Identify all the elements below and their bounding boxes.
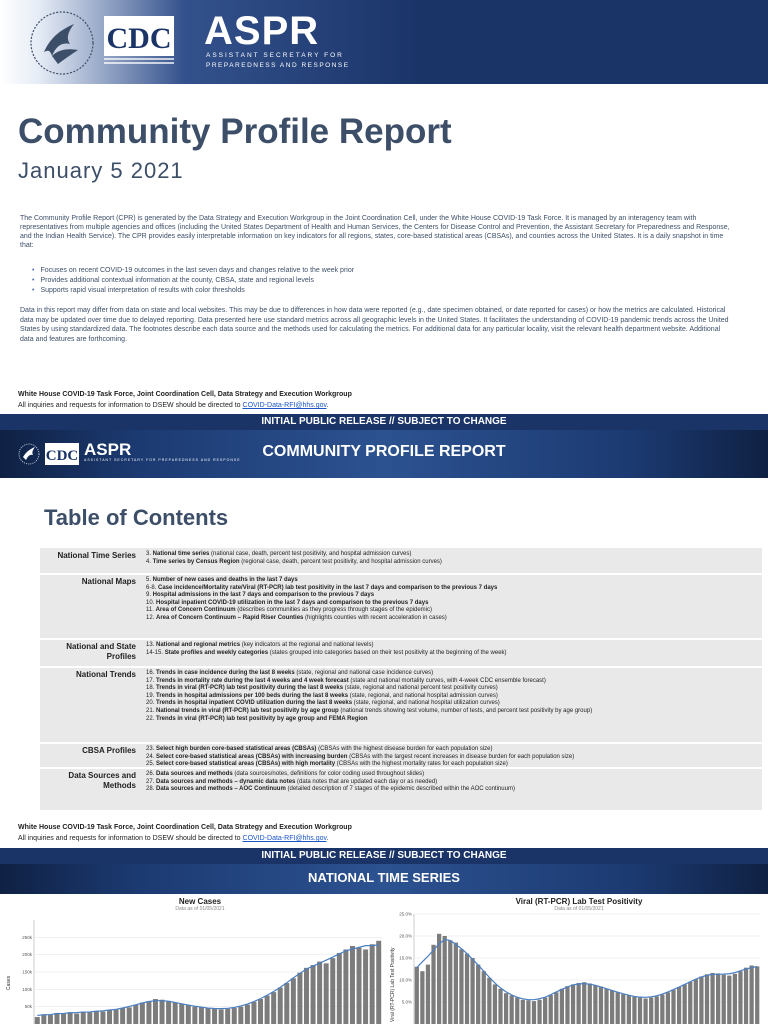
y-tick-label: 5.0% (401, 999, 412, 1005)
chart-bar (459, 949, 463, 1024)
toc-item[interactable]: 28. Data sources and methods – AOC Continuum (detailed description of 7 stages of the epidemic described within the AOC continuum) (146, 786, 515, 793)
chart-bar (271, 992, 276, 1024)
toc-item[interactable]: 4. Time series by Census Region (regional case, death, percent test positivity, and hospital admission curves) (146, 558, 442, 565)
chart-bar (610, 991, 614, 1024)
chart-bar (297, 973, 302, 1024)
chart-bar (225, 1009, 230, 1024)
chart-bar (140, 1003, 145, 1024)
bullet-item: • Provides additional contextual information at the county, CBSA, state and regional levels (32, 276, 354, 286)
chart-bar (420, 971, 424, 1024)
bullet-item: • Focuses on recent COVID-19 outcomes in the last seven days and changes relative to the week prior (32, 266, 354, 276)
chart-bar (343, 949, 348, 1024)
chart-bar (173, 1003, 178, 1024)
y-tick-label: 15.0% (399, 955, 412, 961)
toc-section-items (146, 577, 760, 623)
toc-item[interactable]: 21. National trends in viral (RT-PCR) lab test positivity by age group (national trends showing test volume, number of tests, and percent test positivity by age group) (146, 707, 593, 714)
chart-bar (415, 967, 419, 1024)
chart-bar (363, 949, 368, 1024)
release-banner: INITIAL PUBLIC RELEASE // SUBJECT TO CHANGE (0, 848, 768, 864)
bullet-item: • Supports rapid visual interpretation of results with color thresholds (32, 286, 354, 296)
chart-bar (638, 998, 642, 1024)
chart-bar (683, 984, 687, 1024)
toc-item[interactable]: 26. Data sources and methods (data sources/notes, definitions for color coding used throughout slides) (146, 771, 425, 777)
chart-bar (265, 996, 270, 1024)
chart-bar (688, 982, 692, 1024)
toc-section-items (146, 746, 760, 769)
y-axis-label: Cases (6, 975, 12, 990)
chart-bar (710, 973, 714, 1024)
report-title: Community Profile Report (18, 112, 452, 151)
chart-bar (738, 971, 742, 1024)
chart-bar (604, 989, 608, 1024)
chart-bar (649, 998, 653, 1024)
chart-bar (510, 995, 514, 1024)
chart-bar (166, 1001, 171, 1024)
chart-bar (206, 1008, 211, 1024)
chart-bar (465, 954, 469, 1024)
toc-item[interactable]: 3. National time series (national case, death, percent test positivity, and hospital admission curves) (146, 551, 412, 557)
chart-bar (755, 966, 759, 1024)
chart-bar (127, 1007, 132, 1024)
chart-bar (146, 1001, 151, 1024)
toc-item[interactable]: 19. Trends in hospital admissions per 100 beds during the last 8 weeks (state, regional, and national hospital admission curves) (146, 692, 498, 699)
footer-workgroup: White House COVID-19 Task Force, Joint Coordination Cell, Data Strategy and Execution Workgroup (18, 391, 352, 398)
chart-bar (537, 1000, 541, 1024)
chart-bar (426, 965, 430, 1024)
chart-bar (744, 968, 748, 1024)
toc-item[interactable]: 11. Area of Concern Continuum (describes communities as they progress through stages of the epidemic) (146, 607, 433, 614)
chart-bar (655, 996, 659, 1024)
chart-bar (81, 1012, 86, 1024)
cdc-logo-icon (102, 14, 184, 66)
chart-bar (337, 953, 342, 1024)
y-tick-label: 150k (22, 969, 32, 975)
chart-bar (727, 976, 731, 1024)
test-positivity-chart (390, 912, 768, 1024)
chart-bar (643, 998, 647, 1024)
chart-bar (94, 1011, 99, 1024)
aspr-subtitle-1: ASSISTANT SECRETARY FOR (206, 52, 344, 59)
chart-bar (199, 1007, 204, 1024)
footer-contact: All inquiries and requests for information to DSEW should be directed to COVID-Data-RFI@hhs.gov. (18, 402, 329, 409)
chart-bar (291, 978, 296, 1024)
toc-item[interactable]: 18. Trends in viral (RT-PCR) lab test positivity during the last 8 weeks (state, regional and national percent test positivity curves) (146, 685, 498, 692)
chart-bar (627, 995, 631, 1024)
toc-item[interactable]: 17. Trends in mortality rate during the last 4 weeks and 4 week forecast (state and national mortality curves, with 4-week CDC ensemble forecast) (146, 677, 546, 684)
chart-bar (487, 978, 491, 1024)
chart-bar (54, 1013, 59, 1024)
chart-bar (521, 1000, 525, 1024)
chart-bar (660, 995, 664, 1024)
chart-bar (448, 940, 452, 1024)
contact-email-link[interactable]: COVID-Data-RFI@hhs.gov (242, 402, 327, 409)
chart-bar (722, 975, 726, 1024)
y-axis-label: Viral (RT-PCR) Lab Test Positivity (390, 947, 396, 1022)
hhs-eagle-icon (22, 10, 102, 76)
svg-text:CDC: CDC (45, 448, 79, 464)
toc-item[interactable]: 9. Hospital admissions in the last 7 days and comparison to the previous 7 days (146, 592, 375, 599)
y-tick-label: 200k (22, 952, 32, 958)
page2-title: COMMUNITY PROFILE REPORT (262, 443, 506, 460)
chart-bar (526, 1000, 530, 1024)
toc-item[interactable]: 13. National and regional metrics (key indicators at the regional and national levels) (146, 642, 374, 648)
chart-bar (238, 1007, 243, 1024)
chart-bar (357, 948, 362, 1024)
intro-paragraph: The Community Profile Report (CPR) is generated by the Data Strategy and Execution Workgroup in the Joint Coordination Cell, under the White House COVID-19 Task Force. It is managed by an interagency team with representatives from multiple agencies and offices (including the United States Department of Health and Human Services, the Centers for Disease Control and Prevention, the Assistant Secretary for Preparedness and Response, and the Indian Health Service). The CPR provides easily interpretable information on key indicators for all regions, states, core-based statistical areas (CBSAs), and counties across the United States. It is a daily snapshot in time that: (20, 215, 730, 249)
chart-bar (251, 1002, 256, 1024)
toc-section-label: National and State Profiles (66, 642, 136, 661)
chart-bar (41, 1014, 46, 1024)
chart-bar (245, 1005, 250, 1024)
toc-section-label: National Maps (81, 577, 136, 586)
chart-bar (107, 1010, 112, 1024)
chart-bar (705, 974, 709, 1024)
chart-title: Viral (RT-PCR) Lab Test Positivity (515, 897, 643, 906)
toc-item[interactable]: 5. Number of new cases and deaths in the last 7 days (146, 577, 298, 583)
chart-bar (750, 965, 754, 1024)
toc-item[interactable]: 24. Select core-based statistical areas (CBSAs) with increasing burden (CBSAs with the largest recent increases in disease burden for each population size) (146, 753, 575, 760)
chart-bar (498, 989, 502, 1024)
contact-email-link[interactable]: COVID-Data-RFI@hhs.gov (242, 835, 327, 842)
chart-bar (68, 1012, 73, 1024)
chart-bar (482, 971, 486, 1024)
chart-bar (733, 974, 737, 1024)
toc-item[interactable]: 14-15. State profiles and weekly categories (states grouped into categories based on their test positivity at the beginning of the week) (146, 649, 507, 656)
chart-bar (192, 1007, 197, 1024)
chart-bar (35, 1017, 40, 1024)
toc-title: Table of Contents (44, 505, 229, 530)
chart-bar (186, 1005, 191, 1024)
release-banner: INITIAL PUBLIC RELEASE // SUBJECT TO CHANGE (0, 414, 768, 430)
toc-section-label: National Trends (75, 670, 136, 679)
chart-bar (470, 958, 474, 1024)
chart-bar (554, 992, 558, 1024)
chart-bar (632, 997, 636, 1024)
chart-bar (114, 1009, 119, 1024)
chart-subtitle: Data as of 01/05/2021 (554, 906, 604, 912)
toc-section-label: Data Sources and Methods (68, 771, 136, 790)
svg-text:CDC: CDC (106, 22, 172, 55)
toc-item[interactable]: 16. Trends in case incidence during the last 8 weeks (state, regional and national case incidence curves) (146, 670, 434, 676)
chart-subtitle: Data as of 01/05/2021 (175, 906, 225, 912)
chart-bar (350, 946, 355, 1024)
chart-bar (577, 983, 581, 1024)
chart-bar (48, 1015, 53, 1024)
chart-bar (549, 995, 553, 1024)
chart-bar (304, 968, 309, 1024)
chart-bar (324, 963, 329, 1024)
toc-item[interactable]: 27. Data sources and methods – dynamic data notes (data notes that are updated each day or as needed) (146, 778, 438, 785)
y-tick-label: 100k (22, 986, 32, 992)
chart-bar (133, 1005, 138, 1024)
chart-bar (716, 973, 720, 1024)
aspr-logo: ASPR (84, 440, 132, 459)
footer-workgroup: White House COVID-19 Task Force, Joint Coordination Cell, Data Strategy and Execution Workgroup (18, 824, 352, 831)
toc-item[interactable]: 10. Hospital inpatient COVID-19 utilization in the last 7 days and comparison to the previous 7 days (146, 599, 429, 606)
chart-bar (330, 958, 335, 1024)
new-cases-chart (0, 912, 390, 1024)
chart-bar (515, 998, 519, 1024)
chart-bar (376, 941, 381, 1024)
chart-bar (571, 984, 575, 1024)
chart-bar (671, 990, 675, 1024)
chart-bar (153, 999, 158, 1024)
chart-bar (311, 965, 316, 1024)
chart-bar (504, 993, 508, 1024)
chart-bar (278, 988, 283, 1024)
intro-bullets (32, 266, 354, 296)
chart-bar (370, 944, 375, 1024)
toc-item[interactable]: 6-8. Case incidence/Mortality rate/Viral (RT-PCR) lab test positivity in the last 7 days and comparison to the previous 7 days (146, 584, 498, 591)
chart-bar (532, 1001, 536, 1024)
chart-bar (87, 1012, 92, 1024)
page3-title-banner: NATIONAL TIME SERIES (0, 864, 768, 894)
chart-bar (694, 979, 698, 1024)
chart-bar (258, 999, 263, 1024)
chart-bar (621, 994, 625, 1024)
chart-bar (677, 987, 681, 1024)
chart-bar (699, 976, 703, 1024)
chart-bar (120, 1008, 125, 1024)
chart-bar (179, 1004, 184, 1024)
chart-bar (593, 985, 597, 1024)
aspr-logo: ASPR (204, 9, 320, 53)
y-tick-label: 10.0% (399, 977, 412, 983)
toc-section-label: National Time Series (57, 551, 136, 560)
chart-bar (212, 1009, 217, 1024)
toc-item[interactable]: 12. Area of Concern Continuum – Rapid Riser Counties (highlights counties with recent acceleration in cases) (146, 614, 447, 621)
chart-bar (317, 962, 322, 1024)
toc-item[interactable]: 22. Trends in viral (RT-PCR) lab test positivity by age group and FEMA Region (146, 715, 368, 722)
chart-bar (582, 982, 586, 1024)
chart-bar (232, 1008, 237, 1024)
chart-bar (100, 1012, 105, 1024)
chart-bar (443, 936, 447, 1024)
chart-bar (565, 986, 569, 1024)
chart-bar (616, 992, 620, 1024)
toc-item[interactable]: 23. Select high burden core-based statistical areas (CBSAs) (CBSAs with the highest disease burden for each population size) (146, 746, 493, 752)
aspr-subtitle-2: PREPAREDNESS AND RESPONSE (206, 62, 350, 69)
chart-bar (61, 1014, 66, 1024)
report-date: January 5 2021 (18, 158, 184, 183)
toc-section-items (146, 551, 760, 566)
toc-item[interactable]: 20. Trends in hospital inpatient COVID utilization during the last 8 weeks (state, regional, and national hospital utilization curves) (146, 700, 500, 707)
y-tick-label: 25.0% (399, 912, 412, 917)
toc-section-items (146, 642, 760, 657)
chart-bar (284, 983, 289, 1024)
toc-section-items (146, 670, 760, 723)
chart-bar (431, 945, 435, 1024)
chart-bar (476, 965, 480, 1024)
toc-section-items (146, 771, 760, 794)
chart-bar (599, 987, 603, 1024)
chart-bar (437, 934, 441, 1024)
aspr-subtitle: ASSISTANT SECRETARY FOR PREPAREDNESS AND RESPONSE (84, 458, 241, 462)
chart-bar (493, 984, 497, 1024)
toc-item[interactable]: 25. Select core-based statistical areas (CBSAs) with high mortality (CBSAs with the highest mortality rates for each population size) (146, 761, 508, 768)
footer-contact: All inquiries and requests for information to DSEW should be directed to COVID-Data-RFI@hhs.gov. (18, 835, 329, 842)
toc-section-label: CBSA Profiles (82, 746, 136, 755)
chart-bar (560, 989, 564, 1024)
y-tick-label: 20.0% (399, 933, 412, 939)
chart-bar (666, 992, 670, 1024)
chart-bar (219, 1009, 224, 1024)
chart-bar (588, 984, 592, 1024)
chart-bar (543, 998, 547, 1024)
chart-title: New Cases (178, 897, 222, 906)
data-disclaimer-paragraph: Data in this report may differ from data on state and local websites. This may be due to differences in how data were reported (e.g., date specimen obtained, or date reported for cases) or how the metrics are calculated. Historical data may be updated over time due to delayed reporting. Data presented here use standard metrics across all geographic levels in the United States. It facilitates the understanding of COVID-19 pandemic trends across the United States by using standardized data. The footnotes describe each data source and the methods used for calculating the metrics. For additional data for any particular locality, visit the relevant health department website. Additional data and features are forthcoming. (20, 307, 729, 343)
chart-bar (160, 1000, 165, 1024)
chart-bar (74, 1014, 79, 1024)
chart-bar (454, 943, 458, 1024)
y-tick-label: 250k (22, 934, 32, 940)
y-tick-label: 50k (24, 1004, 32, 1010)
